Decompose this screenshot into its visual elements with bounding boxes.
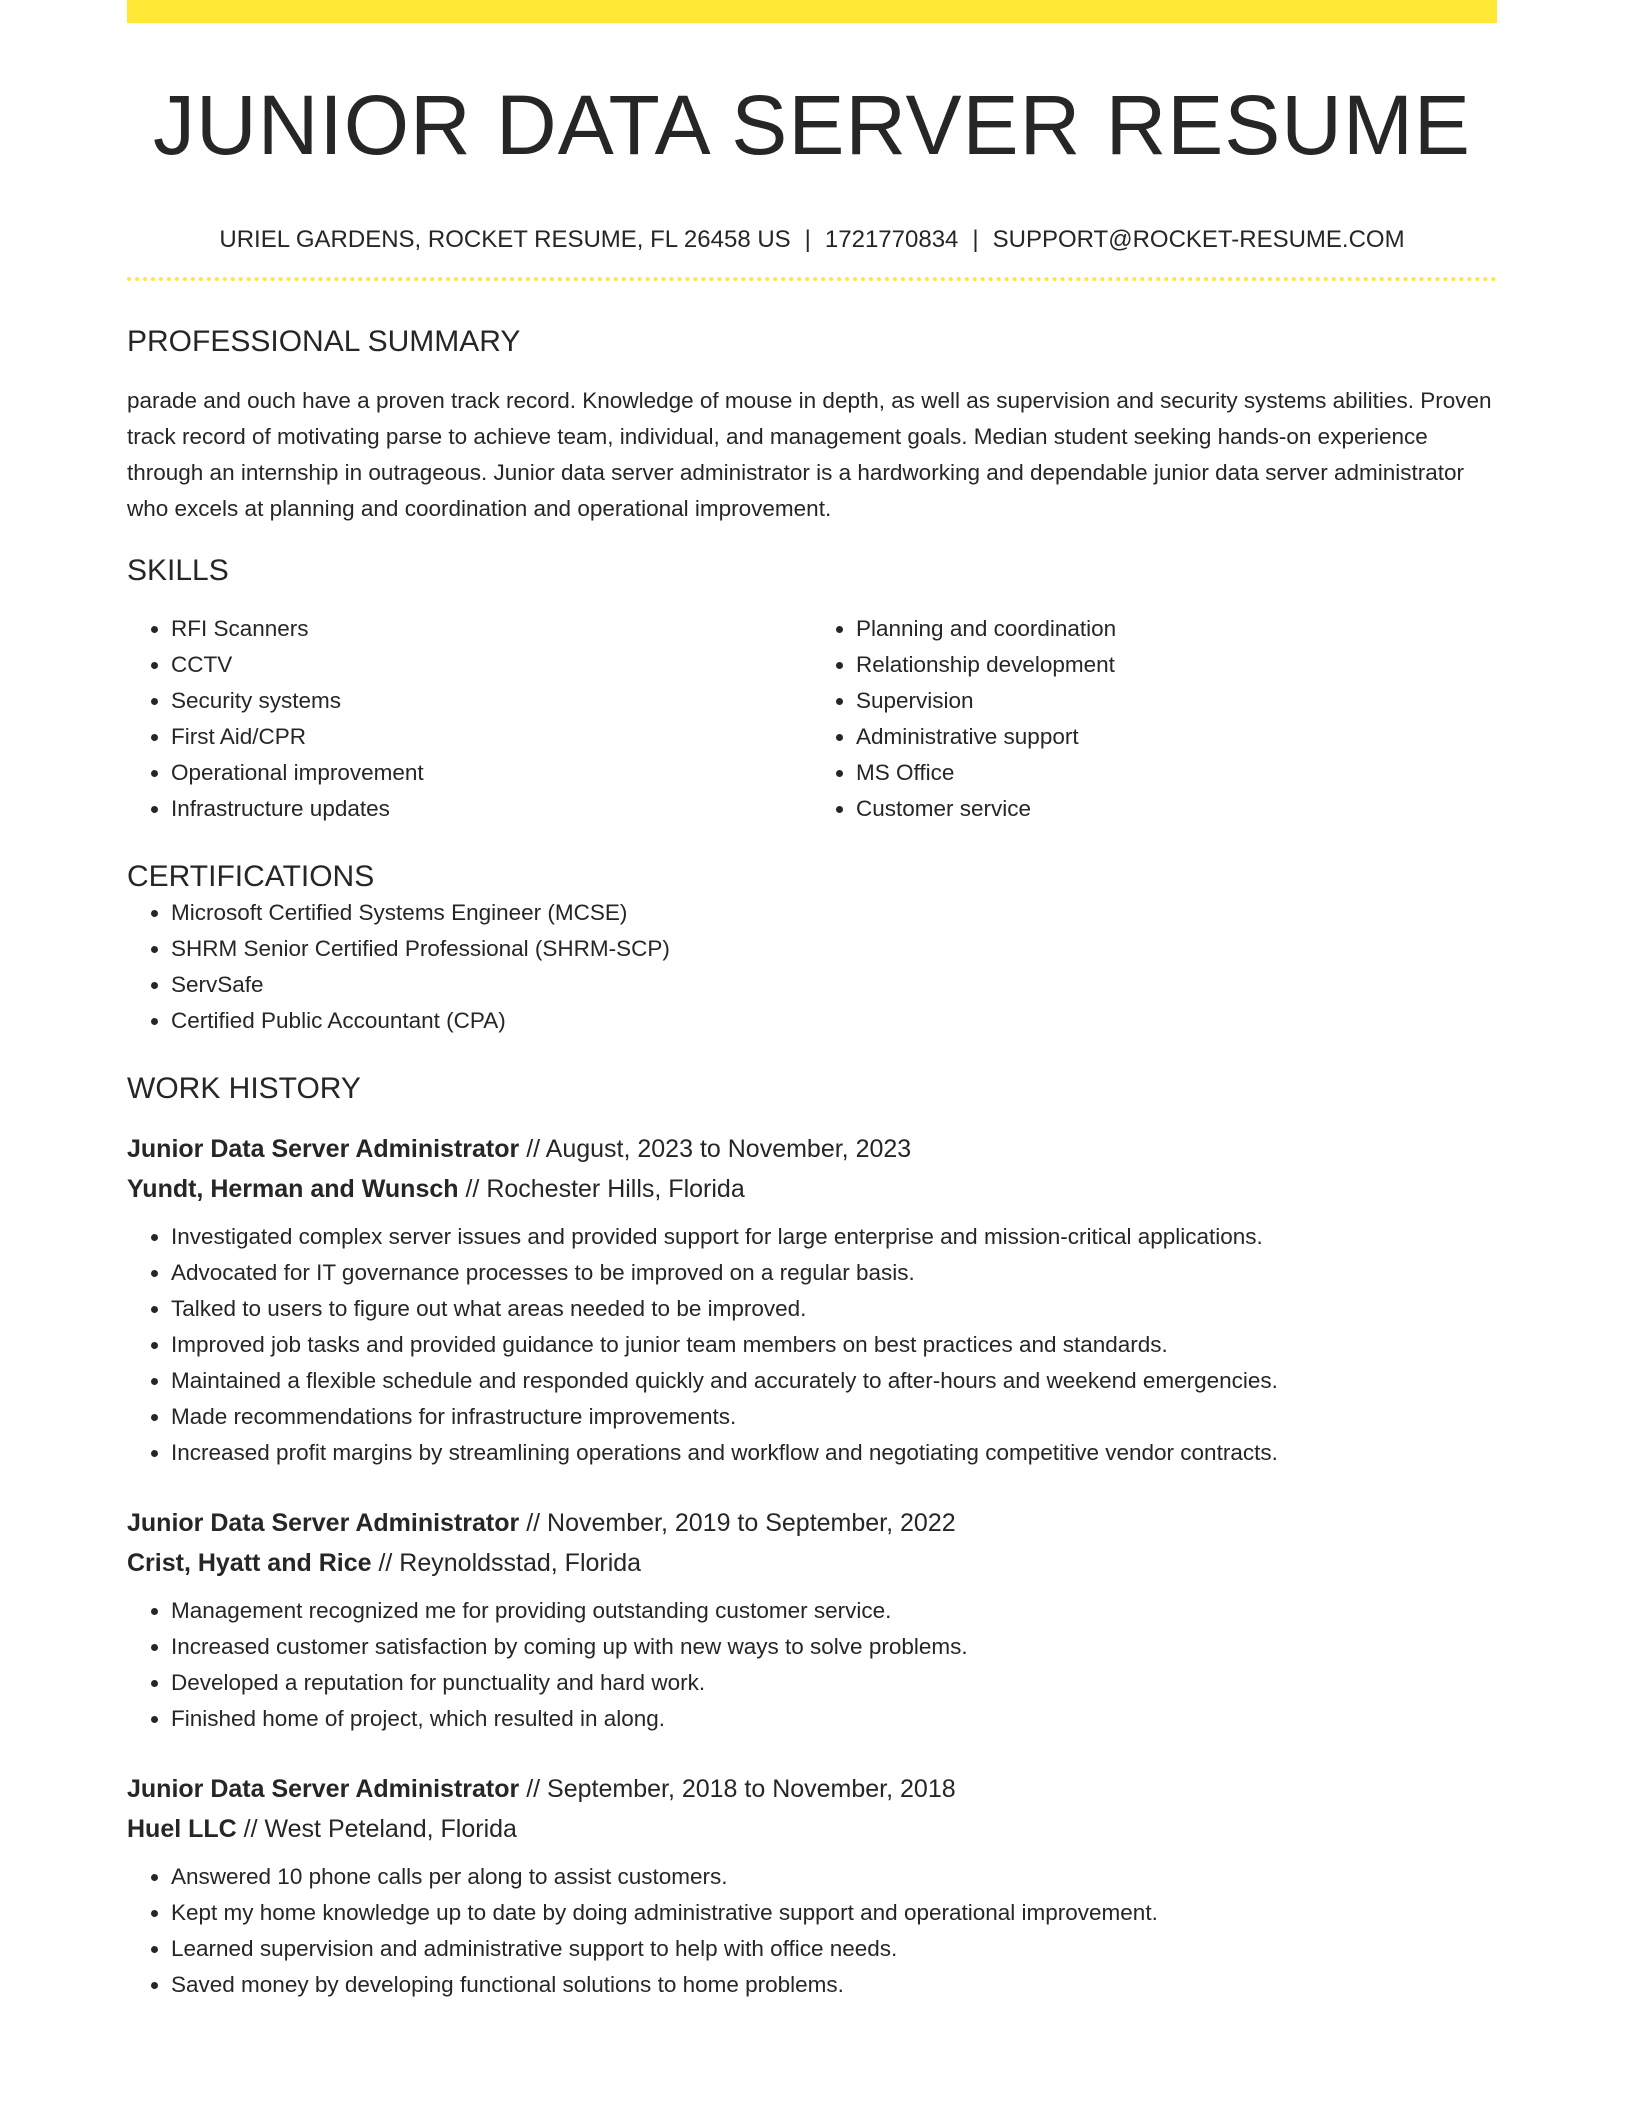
summary-heading: PROFESSIONAL SUMMARY — [127, 325, 521, 358]
skills-left-list — [127, 611, 812, 827]
top-accent-bar — [127, 0, 1497, 23]
contact-line — [127, 225, 1497, 255]
job-bullet: • Answered 10 phone calls per along to assist customers. — [171, 1859, 1497, 1895]
job-location: // West Peteland, Florida — [236, 1815, 517, 1843]
job-bullet: • Advocated for IT governance processes to be improved on a regular basis. — [171, 1255, 1497, 1291]
skill-item: • First Aid/CPR — [171, 719, 812, 755]
job-title: Junior Data Server Administrator — [127, 1509, 520, 1537]
resume-page — [127, 0, 1497, 2003]
contact-email: SUPPORT@ROCKET-RESUME.COM — [992, 226, 1405, 253]
job-bullet: • Management recognized me for providing outstanding customer service. — [171, 1593, 1497, 1629]
job-entry — [127, 1503, 1497, 1737]
contact-separator: | — [804, 226, 811, 253]
work-history-heading: WORK HISTORY — [127, 1072, 361, 1105]
resume-title: JUNIOR DATA SERVER RESUME — [153, 78, 1471, 172]
job-bullet: • Learned supervision and administrative support to help with office needs. — [171, 1931, 1497, 1967]
skills-right-list — [812, 611, 1497, 827]
job-entry — [127, 1769, 1497, 2003]
job-bullets — [127, 1859, 1497, 2003]
skill-item: • Customer service — [856, 791, 1497, 827]
skill-item: • CCTV — [171, 647, 812, 683]
certifications-heading: CERTIFICATIONS — [127, 860, 375, 893]
certifications-list — [127, 895, 1497, 1039]
job-title-line — [127, 1129, 1497, 1169]
skill-item: • Security systems — [171, 683, 812, 719]
certification-item: • ServSafe — [171, 967, 1497, 1003]
job-dates: // August, 2023 to November, 2023 — [519, 1135, 912, 1163]
skill-item: • RFI Scanners — [171, 611, 812, 647]
skill-item: • MS Office — [856, 755, 1497, 791]
job-title-line — [127, 1769, 1497, 1809]
job-bullet: • Saved money by developing functional solutions to home problems. — [171, 1967, 1497, 2003]
job-company-line — [127, 1169, 1497, 1209]
job-bullets — [127, 1219, 1497, 1471]
job-bullet: • Developed a reputation for punctuality and hard work. — [171, 1665, 1497, 1701]
certification-item: • Microsoft Certified Systems Engineer (MCSE) — [171, 895, 1497, 931]
job-dates: // November, 2019 to September, 2022 — [519, 1509, 956, 1537]
job-location: // Rochester Hills, Florida — [458, 1175, 745, 1203]
dotted-divider — [127, 277, 1497, 281]
contact-address: URIEL GARDENS, ROCKET RESUME, FL 26458 US — [219, 226, 791, 253]
skill-item: • Infrastructure updates — [171, 791, 812, 827]
contact-separator: | — [972, 226, 979, 253]
job-bullet: • Maintained a flexible schedule and responded quickly and accurately to after-hours and weekend emergencies. — [171, 1363, 1497, 1399]
job-company: Yundt, Herman and Wunsch — [127, 1175, 459, 1203]
job-location: // Reynoldsstad, Florida — [371, 1549, 642, 1577]
job-company-line — [127, 1809, 1497, 1849]
skill-item: • Relationship development — [856, 647, 1497, 683]
skill-item: • Operational improvement — [171, 755, 812, 791]
job-bullet: • Finished home of project, which resulted in along. — [171, 1701, 1497, 1737]
summary-text: parade and ouch have a proven track record. Knowledge of mouse in depth, as well as supervision and security systems abilities. Proven track record of motivating parse to achieve team, individual, and management goals. Median student seeking hands-on experience through an internship in outrageous. Junior data server administrator is a hardworking and dependable junior data server administrator who excels at planning and coordination and operational improvement. — [127, 388, 1492, 521]
job-bullet: • Increased profit margins by streamlining operations and workflow and negotiating competitive vendor contracts. — [171, 1435, 1497, 1471]
skill-item: • Administrative support — [856, 719, 1497, 755]
job-title-line — [127, 1503, 1497, 1543]
skills-columns — [127, 611, 1497, 827]
job-bullet: • Increased customer satisfaction by coming up with new ways to solve problems. — [171, 1629, 1497, 1665]
job-bullet: • Improved job tasks and provided guidance to junior team members on best practices and standards. — [171, 1327, 1497, 1363]
job-company: Huel LLC — [127, 1815, 237, 1843]
job-company-line — [127, 1543, 1497, 1583]
skill-item: • Planning and coordination — [856, 611, 1497, 647]
certification-item: • Certified Public Accountant (CPA) — [171, 1003, 1497, 1039]
job-entry — [127, 1129, 1497, 1471]
job-company: Crist, Hyatt and Rice — [127, 1549, 372, 1577]
skill-item: • Supervision — [856, 683, 1497, 719]
job-title: Junior Data Server Administrator — [127, 1775, 520, 1803]
job-bullet: • Investigated complex server issues and provided support for large enterprise and mission-critical applications. — [171, 1219, 1497, 1255]
skills-heading: SKILLS — [127, 554, 229, 587]
job-title: Junior Data Server Administrator — [127, 1135, 520, 1163]
job-dates: // September, 2018 to November, 2018 — [519, 1775, 956, 1803]
job-bullets — [127, 1593, 1497, 1737]
certification-item: • SHRM Senior Certified Professional (SHRM-SCP) — [171, 931, 1497, 967]
contact-phone: 1721770834 — [824, 226, 959, 253]
job-bullet: • Made recommendations for infrastructure improvements. — [171, 1399, 1497, 1435]
job-bullet: • Talked to users to figure out what areas needed to be improved. — [171, 1291, 1497, 1327]
job-bullet: • Kept my home knowledge up to date by doing administrative support and operational improvement. — [171, 1895, 1497, 1931]
